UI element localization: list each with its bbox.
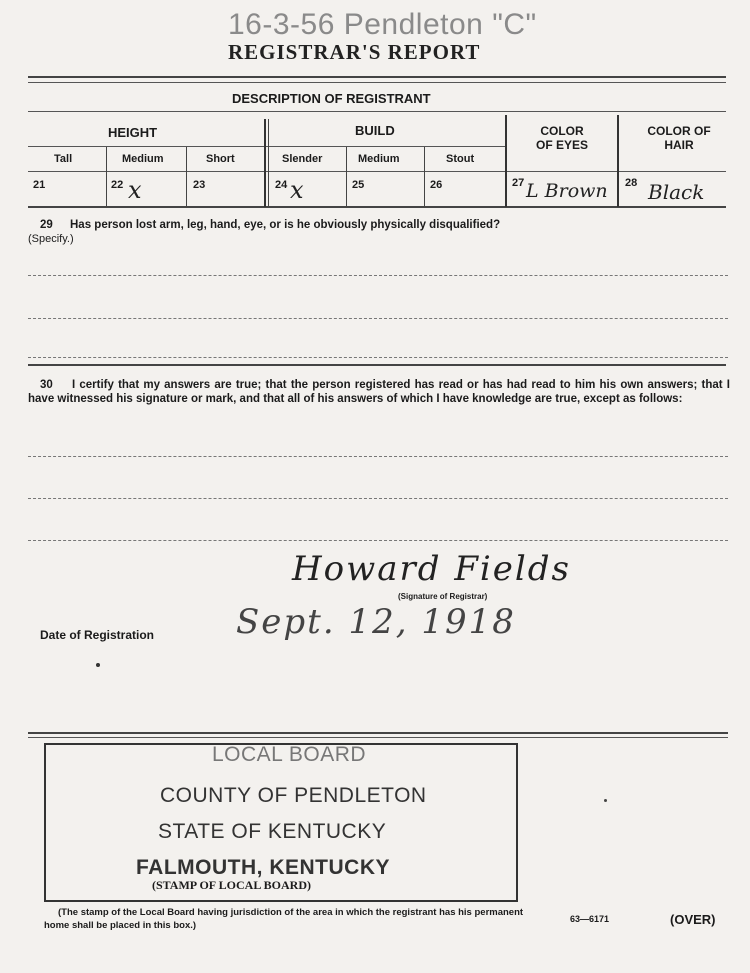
section-rule-2 xyxy=(28,737,728,738)
q30-text: I certify that my answers are true; that the person registered has read or has had read to him his own answers; that I have witnessed his signature or mark, and that all of his answers of which I have knowledge are true, except as follows: xyxy=(28,379,730,405)
answer-line xyxy=(28,540,728,541)
over-label: (OVER) xyxy=(670,912,716,927)
answer-line xyxy=(28,275,728,276)
stamp-line: STATE OF KENTUCKY xyxy=(158,820,387,843)
field-number: 27 xyxy=(512,177,525,189)
table-subhead-rule xyxy=(28,146,506,147)
table-divider xyxy=(346,147,347,207)
table-bottom-rule xyxy=(28,206,726,208)
page-title: REGISTRAR'S REPORT xyxy=(228,40,481,64)
q30-number: 30 xyxy=(40,379,53,391)
registration-date: Sept. 12, 1918 xyxy=(236,602,516,642)
field-number: 28 xyxy=(625,177,638,189)
speck xyxy=(604,799,607,802)
field-number: 22 xyxy=(111,179,124,191)
table-divider xyxy=(617,115,619,207)
title-rule xyxy=(28,76,726,78)
q29-specify: (Specify.) xyxy=(28,233,74,245)
height-heading: HEIGHT xyxy=(108,125,158,140)
col-tall: Tall xyxy=(54,153,73,165)
table-row-rule xyxy=(28,171,726,172)
stamp-caption: (STAMP OF LOCAL BOARD) xyxy=(152,878,312,892)
speck xyxy=(96,663,100,667)
field-number: 23 xyxy=(193,179,206,191)
stamp-line: LOCAL BOARD xyxy=(212,743,367,766)
q29-text: Has person lost arm, leg, hand, eye, or is he obviously physically disqualified? xyxy=(70,219,501,231)
table-divider xyxy=(264,119,266,207)
eye-color-value: L Brown xyxy=(526,180,608,202)
archive-stamp: 16-3-56 Pendleton "C" xyxy=(228,8,537,41)
registrar-signature: Howard Fields xyxy=(292,549,571,589)
field-number: 25 xyxy=(352,179,365,191)
build-heading: BUILD xyxy=(355,123,395,138)
field-number: 21 xyxy=(33,179,46,191)
stamp-line: COUNTY OF PENDLETON xyxy=(160,784,427,807)
table-divider xyxy=(424,147,425,207)
description-heading: DESCRIPTION OF REGISTRANT xyxy=(232,91,431,106)
section-rule xyxy=(28,364,726,366)
answer-line xyxy=(28,318,728,319)
slender-mark: x xyxy=(290,176,304,204)
section-rule xyxy=(28,732,728,734)
form-number: 63—6171 xyxy=(570,914,610,924)
title-rule-2 xyxy=(28,82,726,83)
signature-caption: (Signature of Registrar) xyxy=(398,592,488,601)
table-divider-2 xyxy=(268,119,269,207)
col-medium-height: Medium xyxy=(122,153,164,165)
table-divider xyxy=(505,115,507,207)
hair-heading: COLOR OF HAIR xyxy=(647,124,711,152)
col-stout: Stout xyxy=(446,153,475,165)
description-rule xyxy=(28,111,726,112)
table-divider xyxy=(106,147,107,207)
eyes-heading: COLOR OF EYES xyxy=(535,124,588,152)
answer-line xyxy=(28,456,728,457)
hair-color-value: Black xyxy=(648,180,705,204)
answer-line xyxy=(28,357,728,358)
q29-number: 29 xyxy=(40,219,53,231)
field-number: 24 xyxy=(275,179,288,191)
col-slender: Slender xyxy=(282,153,323,165)
col-medium-build: Medium xyxy=(358,153,400,165)
stamp-line: FALMOUTH, KENTUCKY xyxy=(136,856,390,879)
col-short: Short xyxy=(206,153,235,165)
table-divider xyxy=(186,147,187,207)
registration-date-label: Date of Registration xyxy=(40,628,155,642)
footer-note: (The stamp of the Local Board having jurisdiction of the area in which the registrant has his permanent home shall be placed in this box.) xyxy=(44,907,524,931)
medium-height-mark: x xyxy=(128,176,142,204)
answer-line xyxy=(28,498,728,499)
field-number: 26 xyxy=(430,179,443,191)
